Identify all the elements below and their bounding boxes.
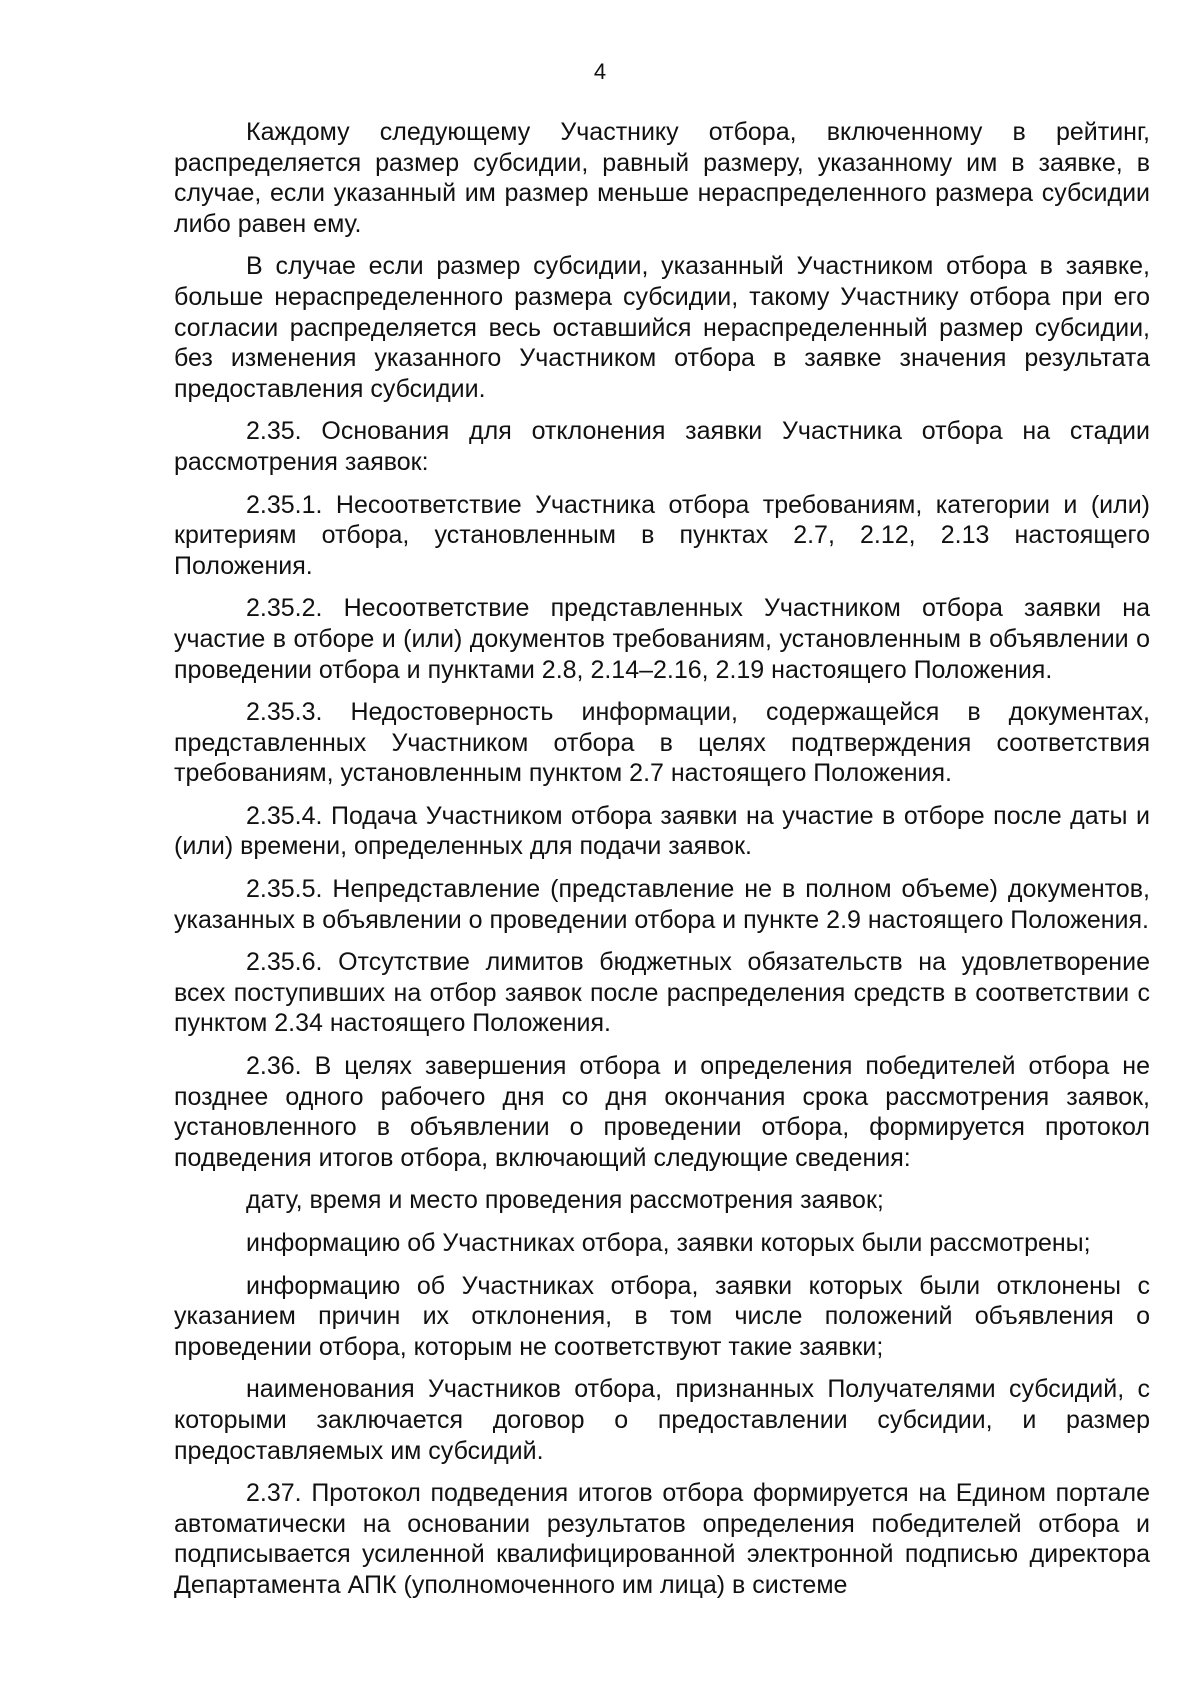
paragraph: В случае если размер субсидии, указанный Участником отбора в заявке, больше нераспределенного размера субсидии, такому Участнику отбора при его согласии распределяется весь оставшийся нераспределенный размер субсидии, без изменения указанного Участником отбора в заявке значения результата предоставления субсидии. <box>174 252 1150 403</box>
paragraph: 2.35. Основания для отклонения заявки Участника отбора на стадии рассмотрения заявок: <box>174 417 1150 476</box>
list-item: информацию об Участниках отбора, заявки которых были рассмотрены; <box>246 1229 1091 1257</box>
paragraph: 2.36. В целях завершения отбора и определения победителей отбора не позднее одного рабочего дня со дня окончания срока рассмотрения заявок, установленного в объявлении о проведении отбора, формируется протокол подведения итогов отбора, включающий следующие сведения: <box>174 1052 1150 1172</box>
document-body <box>174 117 1150 1613</box>
paragraph: 2.35.3. Недостоверность информации, содержащейся в документах, представленных Участником отбора в целях подтверждения соответствия требованиям, установленным пунктом 2.7 настоящего Положения. <box>174 698 1150 788</box>
paragraph: 2.35.1. Несоответствие Участника отбора требованиям, категории и (или) критериям отбора, установленным в пунктах 2.7, 2.12, 2.13 настоящего Положения. <box>174 490 1150 580</box>
paragraph: 2.35.5. Непредставление (представление не в полном объеме) документов, указанных в объявлении о проведении отбора и пункте 2.9 настоящего Положения. <box>174 875 1150 934</box>
list-item: наименования Участников отбора, признанных Получателями субсидий, с которыми заключается договор о предоставлении субсидии, и размер предоставляемых им субсидий. <box>174 1375 1150 1465</box>
paragraph: 2.35.6. Отсутствие лимитов бюджетных обязательств на удовлетворение всех поступивших на отбор заявок после распределения средств в соответствии с пунктом 2.34 настоящего Положения. <box>174 948 1150 1038</box>
paragraph: 2.35.2. Несоответствие представленных Участником отбора заявки на участие в отборе и (или) документов требованиям, установленным в объявлении о проведении отбора и пунктами 2.8, 2.14–2.16, 2.19 настоящего Положения. <box>174 594 1150 684</box>
page-number: 4 <box>593 59 607 84</box>
list-item: информацию об Участниках отбора, заявки которых были отклонены с указанием причин их отклонения, в том числе положений объявления о проведении отбора, которым не соответствуют такие заявки; <box>174 1271 1150 1361</box>
paragraph: 2.35.4. Подача Участником отбора заявки на участие в отборе после даты и (или) времени, определенных для подачи заявок. <box>174 801 1150 861</box>
paragraph: 2.37. Протокол подведения итогов отбора формируется на Едином портале автоматически на основании результатов определения победителей отбора и подписывается усиленной квалифицированной электронной подписью директора Департамента АПК (уполномоченного им лица) в системе <box>174 1479 1150 1599</box>
list-item: дату, время и место проведения рассмотрения заявок; <box>246 1186 884 1215</box>
paragraph: Каждому следующему Участнику отбора, включенному в рейтинг, распределяется размер субсидии, равный размеру, указанному им в заявке, в случае, если указанный им размер меньше нераспределенного размера субсидии либо равен ему. <box>174 118 1150 238</box>
